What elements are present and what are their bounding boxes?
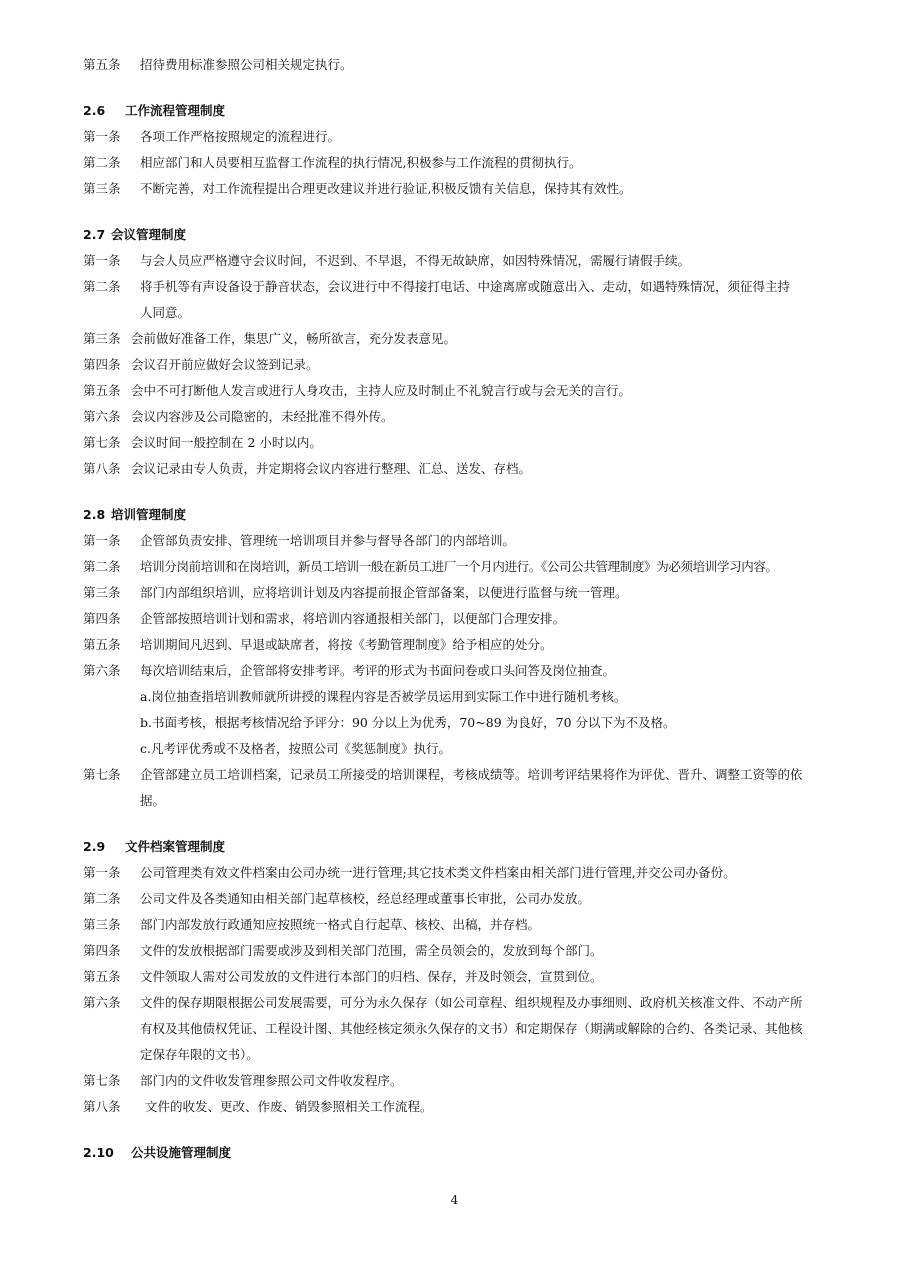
article-line	[83, 326, 855, 352]
article-label: 第一条	[83, 129, 121, 144]
article-line	[83, 554, 855, 580]
page-number: 4	[450, 1192, 459, 1207]
section-number: 2.9	[83, 839, 106, 854]
article-line	[83, 352, 855, 378]
article-label: 第二条	[83, 279, 121, 294]
article-text: 与会人员应严格遵守会议时间，不迟到、不早退，不得无故缺席，如因特殊情况，需履行请假手续。	[140, 253, 691, 268]
article-label: 第六条	[83, 409, 121, 424]
article-text: 会中不可打断他人发言或进行人身攻击，主持人应及时制止不礼貌言行或与会无关的言行。	[131, 383, 632, 398]
article-continuation: 人同意。	[140, 305, 191, 320]
sub-item: b.书面考核，根据考核情况给予评分：90 分以上为优秀，70~89 为良好，70 分以下为不及格。	[140, 715, 676, 730]
article-text: 将手机等有声设备设于静音状态，会议进行中不得接打电话、中途离席或随意出入、走动，如遇特殊情况，须征得主持	[140, 279, 791, 294]
article-line	[83, 580, 855, 606]
article-text: 会议内容涉及公司隐密的，未经批准不得外传。	[131, 409, 394, 424]
article-label: 第二条	[83, 559, 121, 574]
article-text: 公司管理类有效文件档案由公司办统一进行管理;其它技术类文件档案由相关部门进行管理,并交公司办备份。	[140, 865, 736, 880]
article-label: 第五条	[83, 969, 121, 984]
article-line	[83, 762, 855, 788]
section-title: 培训管理制度	[111, 507, 187, 522]
article-line	[83, 990, 855, 1016]
article-line	[83, 404, 855, 430]
article-label: 第四条	[83, 357, 121, 372]
article-line	[83, 248, 855, 274]
article-text: 招待费用标准参照公司相关规定执行。	[140, 57, 353, 72]
article-text: 文件的保存期限根据公司发展需要，可分为永久保存（如公司章程、组织规程及办事细则、政府机关核准文件、不动产所	[140, 995, 803, 1010]
article-label: 第四条	[83, 943, 121, 958]
article-text: 公司文件及各类通知由相关部门起草核校，经总经理或董事长审批，公司办发放。	[140, 891, 591, 906]
article-text: 培训期间凡迟到、早退或缺席者，将按《考勤管理制度》给予相应的处分。	[140, 637, 553, 652]
article-text: 各项工作严格按照规定的流程进行。	[140, 129, 341, 144]
section-number: 2.8	[83, 507, 106, 522]
article-label: 第三条	[83, 585, 121, 600]
article-label: 第五条	[83, 57, 121, 72]
article-line	[83, 860, 855, 886]
section-title: 文件档案管理制度	[125, 839, 226, 854]
article-line	[83, 378, 855, 404]
section-title: 会议管理制度	[111, 227, 187, 242]
article-text: 企管部负责安排、管理统一培训项目并参与督导各部门的内部培训。	[140, 533, 516, 548]
article-line	[83, 912, 855, 938]
article-line	[83, 176, 855, 202]
article-text: 会议记录由专人负责，并定期将会议内容进行整理、汇总、送发、存档。	[131, 461, 532, 476]
section-heading-2-6	[83, 98, 855, 124]
article-label: 第六条	[83, 995, 121, 1010]
section-title: 公共设施管理制度	[131, 1145, 232, 1160]
article-label: 第七条	[83, 435, 121, 450]
article-line	[83, 938, 855, 964]
section-heading-2-9	[83, 834, 855, 860]
article-text: 文件的收发、更改、作废、销毁参照相关工作流程。	[145, 1099, 433, 1114]
article-line	[83, 274, 855, 300]
article-continuation: 定保存年限的文书）。	[140, 1047, 259, 1062]
sub-item: a.岗位抽查指培训教师就所讲授的课程内容是否被学员运用到实际工作中进行随机考核。	[140, 689, 627, 704]
article-label: 第七条	[83, 767, 121, 782]
article-line	[83, 528, 855, 554]
article-label: 第三条	[83, 917, 121, 932]
article-line	[83, 886, 855, 912]
article-text: 会议时间一般控制在 2 小时以内。	[131, 435, 322, 450]
section-number: 2.6	[83, 103, 106, 118]
article-text: 培训分岗前培训和在岗培训，新员工培训一般在新员工进厂一个月内进行。《公司公共管理制度》为必须培训学习内容。	[140, 559, 778, 574]
article-line	[83, 632, 855, 658]
article-line	[83, 1094, 855, 1120]
article-line	[83, 1068, 855, 1094]
article-line	[83, 150, 855, 176]
article-label: 第五条	[83, 637, 121, 652]
article-label: 第五条	[83, 383, 121, 398]
article-label: 第四条	[83, 611, 121, 626]
article-line	[83, 430, 855, 456]
article-label: 第一条	[83, 533, 121, 548]
article-label: 第八条	[83, 461, 121, 476]
article-label: 第八条	[83, 1099, 121, 1114]
article-line	[83, 964, 855, 990]
article-line	[83, 456, 855, 482]
article-line	[83, 606, 855, 632]
article-line	[83, 658, 855, 684]
article-text: 每次培训结束后，企管部将安排考评。考评的形式为书面问卷或口头问答及岗位抽查。	[140, 663, 616, 678]
article-text: 部门内部发放行政通知应按照统一格式自行起草、核校、出稿，并存档。	[140, 917, 541, 932]
article-text: 不断完善，对工作流程提出合理更改建议并进行验证,积极反馈有关信息，保持其有效性。	[140, 181, 632, 196]
section-number: 2.10	[83, 1145, 114, 1160]
article-text: 文件的发放根据部门需要或涉及到相关部门范围，需全员领会的，发放到每个部门。	[140, 943, 603, 958]
article-text: 部门内的文件收发管理参照公司文件收发程序。	[140, 1073, 403, 1088]
section-number: 2.7	[83, 227, 106, 242]
article-label: 第三条	[83, 331, 121, 346]
article-text: 企管部建立员工培训档案，记录员工所接受的培训课程，考核成绩等。培训考评结果将作为评优、晋升、调整工资等的依	[140, 767, 803, 782]
article-label: 第二条	[83, 891, 121, 906]
article-text: 相应部门和人员要相互监督工作流程的执行情况,积极参与工作流程的贯彻执行。	[140, 155, 582, 170]
section-title: 工作流程管理制度	[125, 103, 226, 118]
article-text: 会前做好准备工作，集思广义，畅所欲言，充分发表意见。	[131, 331, 457, 346]
article-text: 会议召开前应做好会议签到记录。	[131, 357, 319, 372]
article-label: 第一条	[83, 253, 121, 268]
article-label: 第二条	[83, 155, 121, 170]
article-continuation: 据。	[140, 793, 166, 808]
article-label: 第一条	[83, 865, 121, 880]
article-label: 第六条	[83, 663, 121, 678]
section-heading-2-7	[83, 222, 855, 248]
article-continuation: 有权及其他债权凭证、工程设计图、其他经核定须永久保存的文书）和定期保存（期满或解除的合约、各类记录、其他核	[140, 1021, 803, 1036]
article-line	[83, 124, 855, 150]
section-heading-2-10	[83, 1140, 855, 1166]
article-text: 文件领取人需对公司发放的文件进行本部门的归档、保存，并及时领会，宣贯到位。	[140, 969, 603, 984]
document-body	[83, 52, 855, 1166]
article-line	[83, 52, 855, 78]
article-label: 第三条	[83, 181, 121, 196]
sub-item: c.凡考评优秀或不及格者，按照公司《奖惩制度》执行。	[140, 741, 451, 756]
article-text: 企管部按照培训计划和需求，将培训内容通报相关部门，以便部门合理安排。	[140, 611, 566, 626]
section-heading-2-8	[83, 502, 855, 528]
article-text: 部门内部组织培训，应将培训计划及内容提前报企管部备案，以便进行监督与统一管理。	[140, 585, 628, 600]
article-label: 第七条	[83, 1073, 121, 1088]
